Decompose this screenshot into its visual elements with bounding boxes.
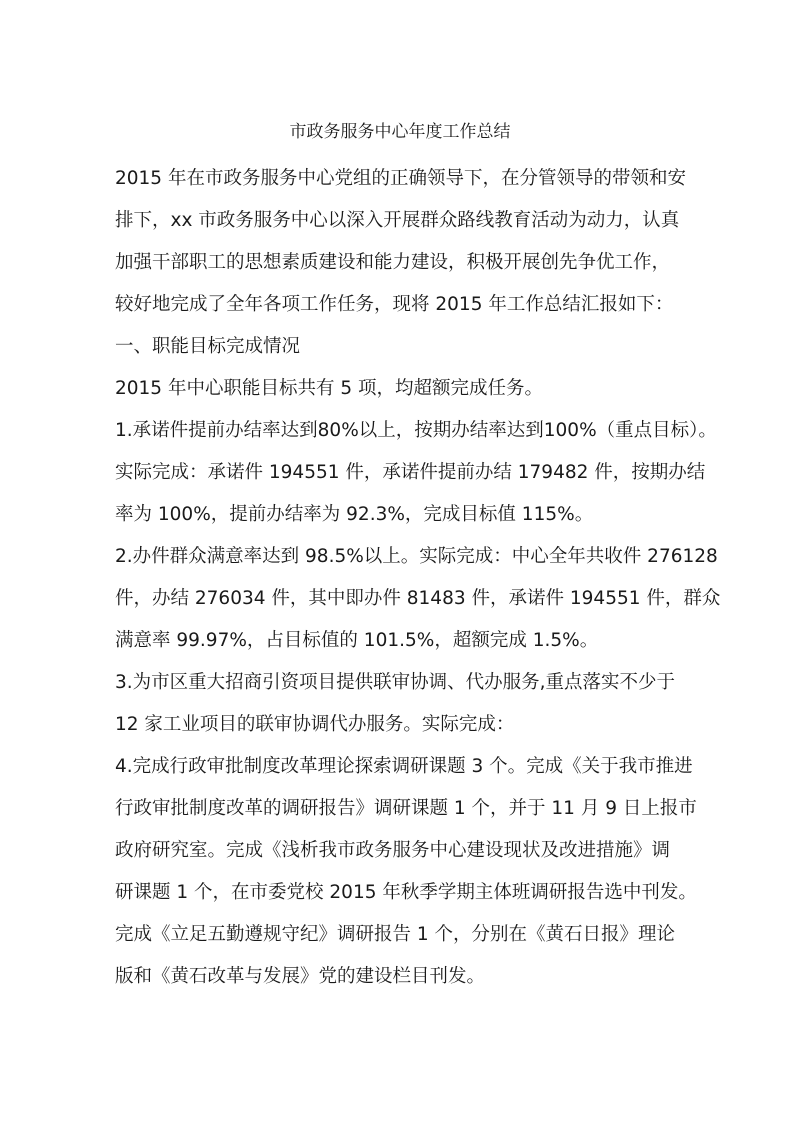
paragraph-line: 较好地完成了全年各项工作任务，现将 2015 年工作总结汇报如下： [115,294,674,315]
paragraph-line: 研课题 1 个，在市委党校 2015 年秋季学期主体班调研报告选中刊发。 [115,882,697,903]
list-item-line: 3.为市区重大招商引资项目提供联审协调、代办服务,重点落实不少于 [115,672,676,693]
paragraph-line: 行政审批制度改革的调研报告》调研课题 1 个，并于 11 月 9 日上报市 [115,798,697,819]
paragraph-line: 2015 年在市政务服务中心党组的正确领导下，在分管领导的带领和安 [115,168,686,189]
paragraph-line: 2015 年中心职能目标共有 5 项，均超额完成任务。 [115,378,543,399]
document-title: 市政务服务中心年度工作总结 [289,122,511,142]
list-item-line: 2.办件群众满意率达到 98.5%以上。实际完成：中心全年共收件 276128 [115,546,718,567]
section-heading: 一、职能目标完成情况 [115,336,301,357]
paragraph-line: 12 家工业项目的联审协调代办服务。实际完成： [115,714,515,735]
paragraph-line: 排下，xx 市政务服务中心以深入开展群众路线教育活动为动力，认真 [115,210,680,231]
paragraph-line: 加强干部职工的思想素质建设和能力建设，积极开展创先争优工作， [115,252,671,273]
paragraph-line: 实际完成：承诺件 194551 件，承诺件提前办结 179482 件，按期办结 [115,462,706,483]
paragraph-line: 件，办结 276034 件，其中即办件 81483 件，承诺件 194551 件，群众 [115,588,721,609]
paragraph-line: 版和《黄石改革与发展》党的建设栏目刊发。 [115,966,486,987]
paragraph-line: 政府研究室。完成《浅析我市政务服务中心建设现状及改进措施》调 [115,840,671,861]
list-item-line: 4.完成行政审批制度改革理论探索调研课题 3 个。完成《关于我市推进 [115,756,693,777]
paragraph-line: 满意率 99.97%，占目标值的 101.5%，超额完成 1.5%。 [115,630,599,651]
list-item-line: 1.承诺件提前办结率达到80%以上，按期办结率达到100%（重点目标）。 [115,420,717,441]
paragraph-line: 完成《立足五勤遵规守纪》调研报告 1 个，分别在《黄石日报》理论 [115,924,676,945]
paragraph-line: 率为 100%，提前办结率为 92.3%，完成目标值 115%。 [115,504,594,525]
